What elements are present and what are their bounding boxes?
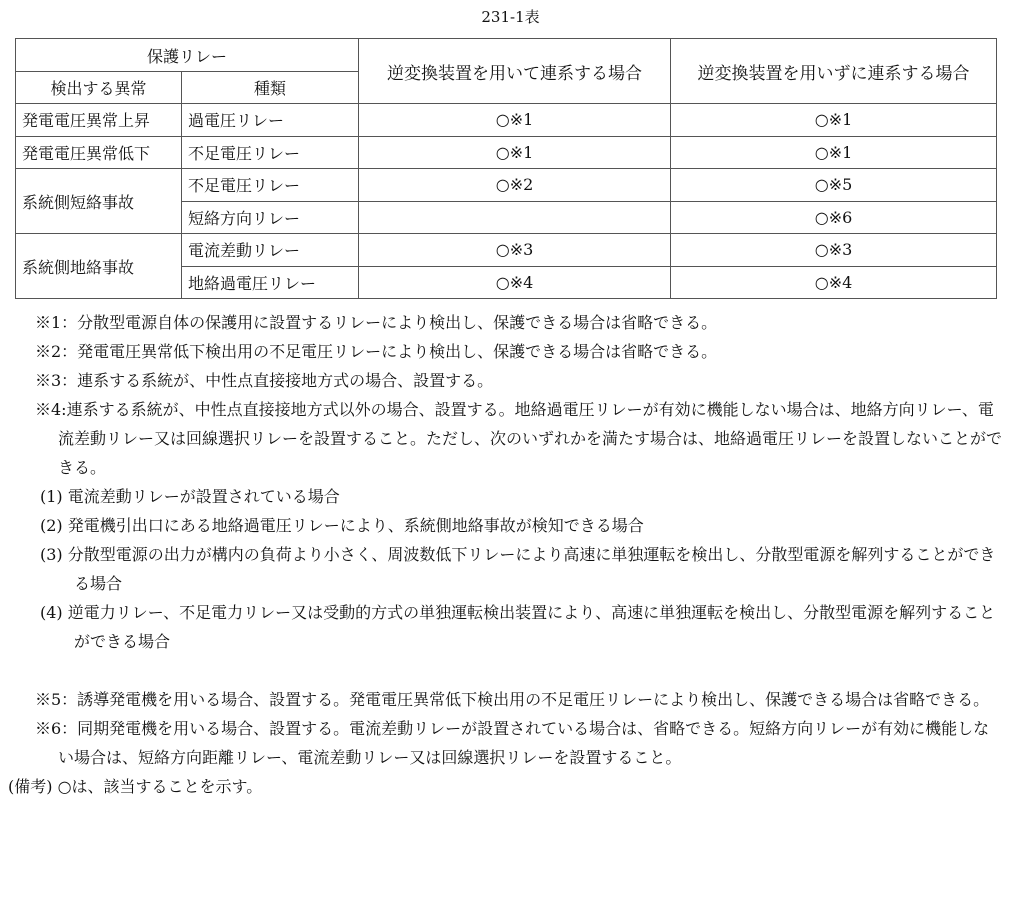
without-inverter-cell: ○※4 bbox=[671, 266, 997, 299]
header-protective-relay: 保護リレー bbox=[16, 39, 359, 72]
with-inverter-cell: ○※1 bbox=[359, 136, 671, 169]
with-inverter-cell: ○※2 bbox=[359, 169, 671, 202]
with-inverter-cell: ○※4 bbox=[359, 266, 671, 299]
without-inverter-cell: ○※5 bbox=[671, 169, 997, 202]
without-inverter-cell: ○※6 bbox=[671, 201, 997, 234]
anomaly-cell: 発電電圧異常上昇 bbox=[16, 104, 182, 137]
relay-cell: 短絡方向リレー bbox=[182, 201, 359, 234]
without-inverter-cell: ○※3 bbox=[671, 234, 997, 267]
relay-cell: 地絡過電圧リレー bbox=[182, 266, 359, 299]
header-kind: 種類 bbox=[182, 72, 359, 104]
table-row bbox=[16, 136, 997, 169]
table-row bbox=[16, 104, 997, 137]
relay-cell: 不足電圧リレー bbox=[182, 169, 359, 202]
footnote-4: ※4:連系する系統が、中性点直接接地方式以外の場合、設置する。地絡過電圧リレーが有効に機能しない場合は、地絡方向リレー、電流差動リレー又は回線選択リレーを設置すること。ただし、次のいずれかを満たす場合は、地絡過電圧リレーを設置しないことができる。 bbox=[35, 400, 1003, 477]
anomaly-cell: 系統側短絡事故 bbox=[16, 169, 182, 234]
table-row bbox=[16, 234, 997, 267]
relay-cell: 過電圧リレー bbox=[182, 104, 359, 137]
table-caption: 231-1表 bbox=[481, 8, 540, 26]
spacer bbox=[0, 656, 1021, 685]
header-with-inverter: 逆変換装置を用いて連系する場合 bbox=[359, 39, 671, 104]
with-inverter-cell: ○※3 bbox=[359, 234, 671, 267]
footnote-1: ※1：分散型電源自体の保護用に設置するリレーにより検出し、保護できる場合は省略できる。 bbox=[35, 313, 718, 332]
footnote-2: ※2：発電電圧異常低下検出用の不足電圧リレーにより検出し、保護できる場合は省略できる。 bbox=[35, 342, 718, 361]
header-detected-anomaly: 検出する異常 bbox=[16, 72, 182, 104]
header-without-inverter: 逆変換装置を用いずに連系する場合 bbox=[671, 39, 997, 104]
relay-cell: 電流差動リレー bbox=[182, 234, 359, 267]
with-inverter-cell: ○※1 bbox=[359, 104, 671, 137]
footnote-4-item: (1) 電流差動リレーが設置されている場合 bbox=[40, 487, 340, 506]
without-inverter-cell: ○※1 bbox=[671, 104, 997, 137]
table-header-row bbox=[16, 39, 997, 72]
remark: (備考) ○は、該当することを示す。 bbox=[8, 777, 263, 796]
footnote-3: ※3：連系する系統が、中性点直接接地方式の場合、設置する。 bbox=[35, 371, 494, 390]
protection-relay-table bbox=[15, 38, 997, 299]
footnote-4-item: (4) 逆電力リレー、不足電力リレー又は受動的方式の単独運転検出装置により、高速に単独運転を検出し、分散型電源を解列することができる場合 bbox=[40, 603, 996, 651]
without-inverter-cell: ○※1 bbox=[671, 136, 997, 169]
footnote-4-item: (2) 発電機引出口にある地絡過電圧リレーにより、系統側地絡事故が検知できる場合 bbox=[40, 516, 644, 535]
anomaly-cell: 発電電圧異常低下 bbox=[16, 136, 182, 169]
footnotes bbox=[0, 308, 1021, 801]
table-row bbox=[16, 169, 997, 202]
footnote-5: ※5：誘導発電機を用いる場合、設置する。発電電圧異常低下検出用の不足電圧リレーにより検出し、保護できる場合は省略できる。 bbox=[35, 690, 990, 709]
with-inverter-cell bbox=[359, 201, 671, 234]
footnote-6: ※6：同期発電機を用いる場合、設置する。電流差動リレーが設置されている場合は、省略できる。短絡方向リレーが有効に機能しない場合は、短絡方向距離リレー、電流差動リレー又は回線選択リレーを設置すること。 bbox=[35, 719, 990, 767]
footnote-4-item: (3) 分散型電源の出力が構内の負荷より小さく、周波数低下リレーにより高速に単独運転を検出し、分散型電源を解列することができる場合 bbox=[40, 545, 996, 593]
relay-cell: 不足電圧リレー bbox=[182, 136, 359, 169]
anomaly-cell: 系統側地絡事故 bbox=[16, 234, 182, 299]
